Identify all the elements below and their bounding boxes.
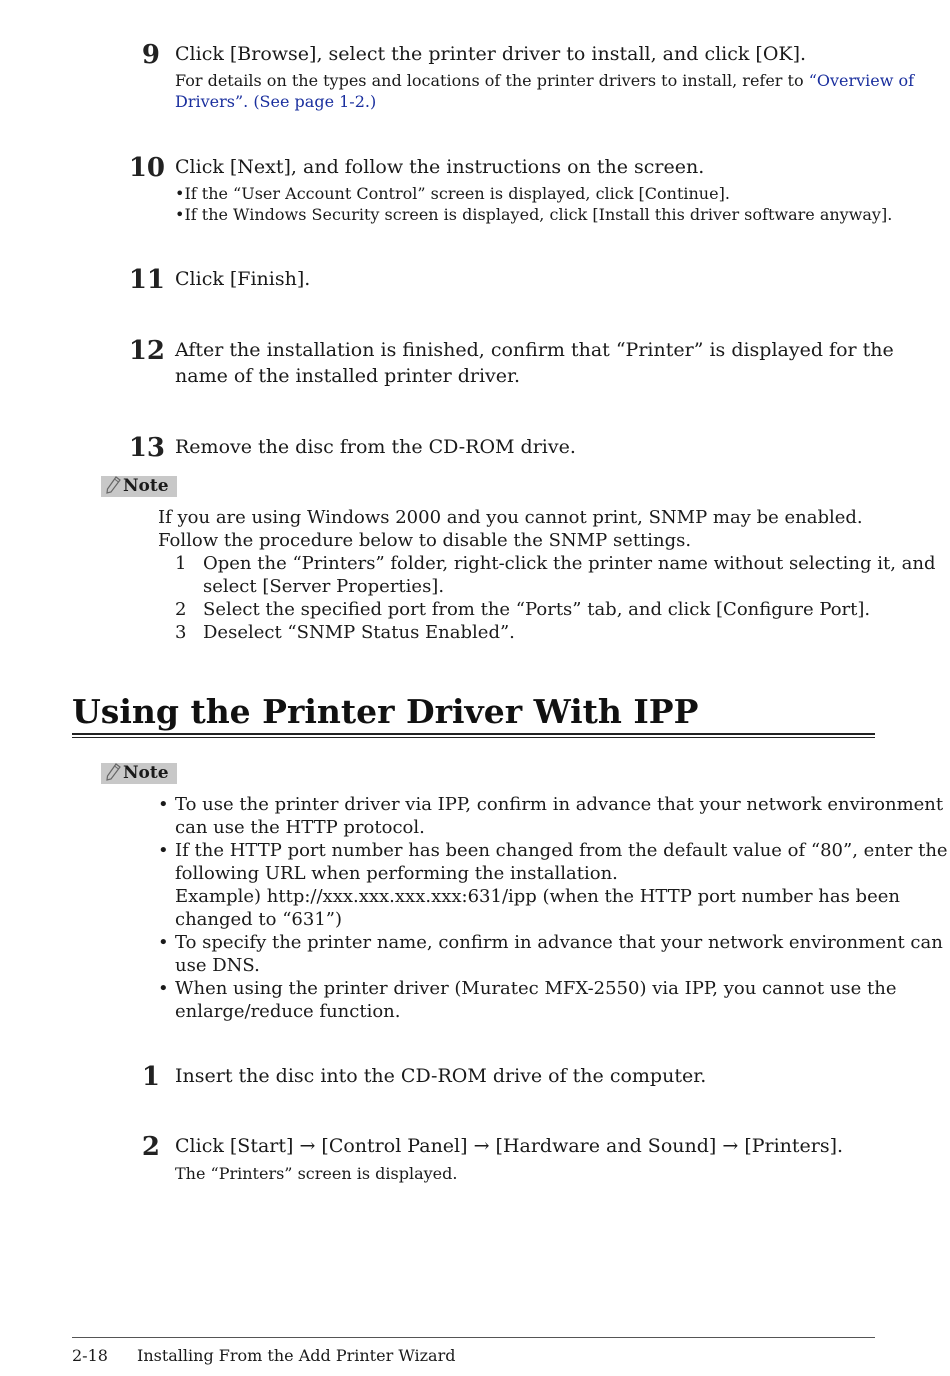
- step-number: 9: [141, 40, 160, 70]
- note-bullet-text: To use the printer driver via IPP, confirm in advance that your network environment: [175, 794, 944, 815]
- step-text-continued: name of the installed printer driver.: [175, 365, 521, 387]
- overview-link[interactable]: “Overview of: [808, 71, 915, 90]
- note-badge: Note: [101, 763, 177, 784]
- note-bullet-text: use DNS.: [175, 955, 260, 976]
- note-bullet-text: Example) http://xxx.xxx.xxx.xxx:631/ipp (when the HTTP port number has been: [175, 886, 900, 907]
- pencil-icon: [105, 476, 121, 494]
- list-item: Deselect “SNMP Status Enabled”.: [203, 622, 515, 643]
- page-number: 2-18: [72, 1346, 108, 1365]
- step-text: Click [Start] → [Control Panel] → [Hardware and Sound] → [Printers].: [175, 1135, 844, 1157]
- step-detail: [175, 70, 914, 91]
- bullet-dot: •: [158, 978, 169, 999]
- footer-title: Installing From the Add Printer Wizard: [137, 1346, 456, 1365]
- list-item-continued: select [Server Properties].: [203, 576, 445, 597]
- list-number: 1: [175, 553, 187, 574]
- note-badge: Note: [101, 476, 177, 497]
- note-bullet-text: enlarge/reduce function.: [175, 1001, 401, 1022]
- step-text: Remove the disc from the CD-ROM drive.: [175, 436, 576, 458]
- heading-rule-thin: [72, 737, 875, 738]
- section-title: Using the Printer Driver With IPP: [72, 692, 699, 731]
- note-bullet-text: To specify the printer name, confirm in advance that your network environment can: [175, 932, 943, 953]
- step-text: Click [Browse], select the printer driver to install, and click [OK].: [175, 43, 807, 65]
- step-text: Insert the disc into the CD-ROM drive of the computer.: [175, 1065, 707, 1087]
- list-number: 2: [175, 599, 187, 620]
- note-bullet-text: changed to “631”): [175, 909, 342, 930]
- heading-rule: [72, 733, 875, 735]
- step-text: After the installation is finished, confirm that “Printer” is displayed for the: [175, 339, 894, 361]
- list-number: 3: [175, 622, 187, 643]
- note-bullet-text: If the HTTP port number has been changed from the default value of “80”, enter the: [175, 840, 948, 861]
- note-bullet-text: When using the printer driver (Muratec MFX-2550) via IPP, you cannot use the: [175, 978, 897, 999]
- step-number: 13: [128, 433, 165, 463]
- footer-rule: [72, 1337, 875, 1338]
- step-number: 1: [141, 1062, 160, 1092]
- step-number: 10: [128, 153, 165, 183]
- bullet-item: •If the Windows Security screen is displayed, click [Install this driver software anyway].: [175, 205, 893, 224]
- note-bullet-text: following URL when performing the installation.: [175, 863, 618, 884]
- step-number: 2: [141, 1132, 160, 1162]
- step-detail: The “Printers” screen is displayed.: [175, 1164, 458, 1183]
- step-number: 12: [128, 336, 165, 366]
- list-item: Select the specified port from the “Ports” tab, and click [Configure Port].: [203, 599, 871, 620]
- note-text: Follow the procedure below to disable the SNMP settings.: [158, 530, 692, 551]
- pencil-icon: [105, 763, 121, 781]
- bullet-item: •If the “User Account Control” screen is displayed, click [Continue].: [175, 184, 730, 203]
- bullet-dot: •: [158, 932, 169, 953]
- step-text: Click [Finish].: [175, 268, 311, 290]
- note-bullet-text: can use the HTTP protocol.: [175, 817, 425, 838]
- step-text: Click [Next], and follow the instructions on the screen.: [175, 156, 705, 178]
- detail-text: For details on the types and locations of the printer drivers to install, refer to: [175, 71, 809, 90]
- bullet-dot: •: [158, 840, 169, 861]
- bullet-dot: •: [158, 794, 169, 815]
- note-text: If you are using Windows 2000 and you cannot print, SNMP may be enabled.: [158, 507, 863, 528]
- overview-link-continued[interactable]: Drivers”. (See page 1-2.): [175, 92, 377, 111]
- list-item: Open the “Printers” folder, right-click the printer name without selecting it, and: [203, 553, 936, 574]
- step-number: 11: [128, 265, 165, 295]
